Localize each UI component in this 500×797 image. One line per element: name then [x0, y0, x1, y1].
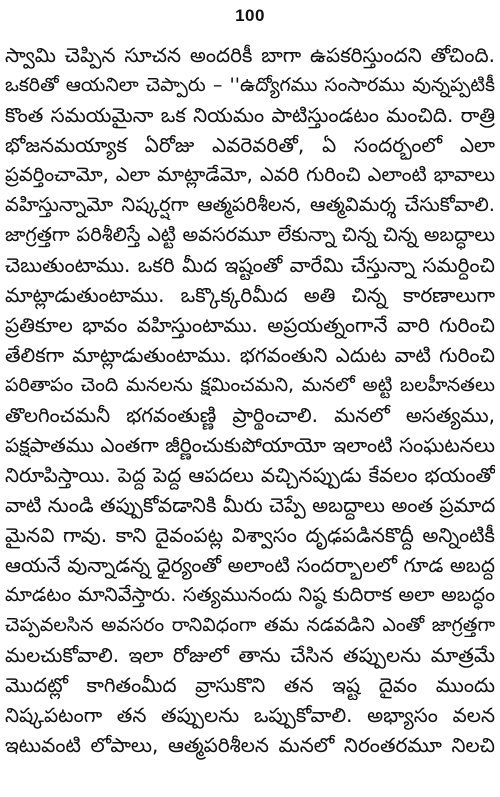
text-line: మొదట్లో కాగితంమీద వ్రాసుకొని తన ఇష్ట దైవం ముందు — [5, 673, 495, 697]
text-line: చెబుతుంటాము. ఒకరి మీద ఇష్టంతో వారేమి చేస్తున్నా సమర్ధించి — [5, 253, 495, 277]
text-line: నిష్కపటంగా తన తప్పులను ఒప్పుకోవాలి. అభ్యాసం వలన — [5, 703, 495, 727]
text-line: మాట్లాడుతుంటాము. ఒక్కొక్కరిమీద అతి చిన్న కారణాలుగా — [5, 283, 495, 307]
text-line: ఆయనే వున్నాడన్న ధైర్యంతో అలాంటి సందర్భాలలో గూడ అబద్ధ — [5, 553, 495, 577]
text-line: మలచుకోవాలి. ఇలా రోజులో తాను చేసిన తప్పులను మాత్రమే — [5, 643, 495, 667]
text-line: తేలికగా మాట్లాడుతుంటాము. భగవంతుని ఎదుట వాటి గురించి — [5, 343, 495, 367]
text-line: ప్రవర్తించామో, ఎలా మాట్లాడేమో, ఎవరి గురించి ఎలాంటి భావాలు — [5, 163, 495, 186]
text-line: తొలగించమనీ భగవంతుణ్ణి ప్రార్థించాలి. మనలో అసత్యము, — [5, 403, 495, 427]
text-line: స్వామి చెప్పిన సూచన అందరికీ బాగా ఉపకరిస్తుందని తోచింది. — [5, 43, 495, 67]
body-paragraph — [5, 40, 495, 760]
text-line: పక్షపాతము ఎంతగా జీర్ణించుకుపోయాయో ఇలాంటి సంఘటనలు — [5, 433, 495, 457]
page-number: 100 — [235, 6, 265, 25]
text-line: కొంత సమయమైనా ఒక నియమం పాటిస్తుండటం మంచిది. రాత్రి — [5, 103, 495, 127]
text-line: వహిస్తున్నామో నిష్కర్షగా ఆత్మపరిశీలన, ఆత్మవిమర్శ చేసుకోవాలి. — [5, 193, 495, 216]
text-line: పరితాపం చెంది మనలను క్షమించమని, మనలో అట్టి బలహీనతలు — [5, 374, 495, 396]
text-line: నిరూపిస్తాయి. పెద్ద పెద్ద ఆపదలు వచ్చినప్పుడు కేవలం భయంతో — [5, 463, 495, 487]
text-line: వాటి నుండి తప్పుకోవడానికి మీరు చెప్పే అబద్ధాలు అంత ప్రమాద — [5, 493, 495, 517]
text-line: భోజనమయ్యాక ఏరోజు ఎవరెవరితో, ఏ సందర్భంలో ఎలా — [5, 133, 495, 157]
text-line: జాగ్రత్తగా పరిశీలిస్తే ఎట్టి అవసరమూ లేకున్నా చిన్న చిన్న అబద్ధాలు — [5, 223, 495, 246]
text-line: ప్రతికూల భావం వహిస్తుంటాము. అప్రయత్నంగానే వారి గురించి — [5, 313, 495, 337]
text-line: మైనవి గావు. కాని దైవంపట్ల విశ్వాసం దృఢపడినకొద్దీ అన్నింటికీ — [5, 523, 495, 547]
text-line: చెప్పవలసిన అవసరం రానివిధంగా తమ నడవడిని ఎంతో జాగ్రత్తగా — [5, 614, 495, 636]
text-line: ఒకరితో ఆయనిలా చెప్పారు – ''ఉద్యోగము సంసారము వున్నప్పటికీ — [5, 74, 495, 96]
text-line: ఇటువంటి లోపాలు, ఆత్మపరిశీలన మనలో నిరంతరమూ నిలచి — [5, 733, 495, 757]
text-line: మాడటం మానివేస్తారు. సత్యమునందు నిష్ఠ కుదిరాక అలా అబద్ధం — [5, 583, 495, 606]
